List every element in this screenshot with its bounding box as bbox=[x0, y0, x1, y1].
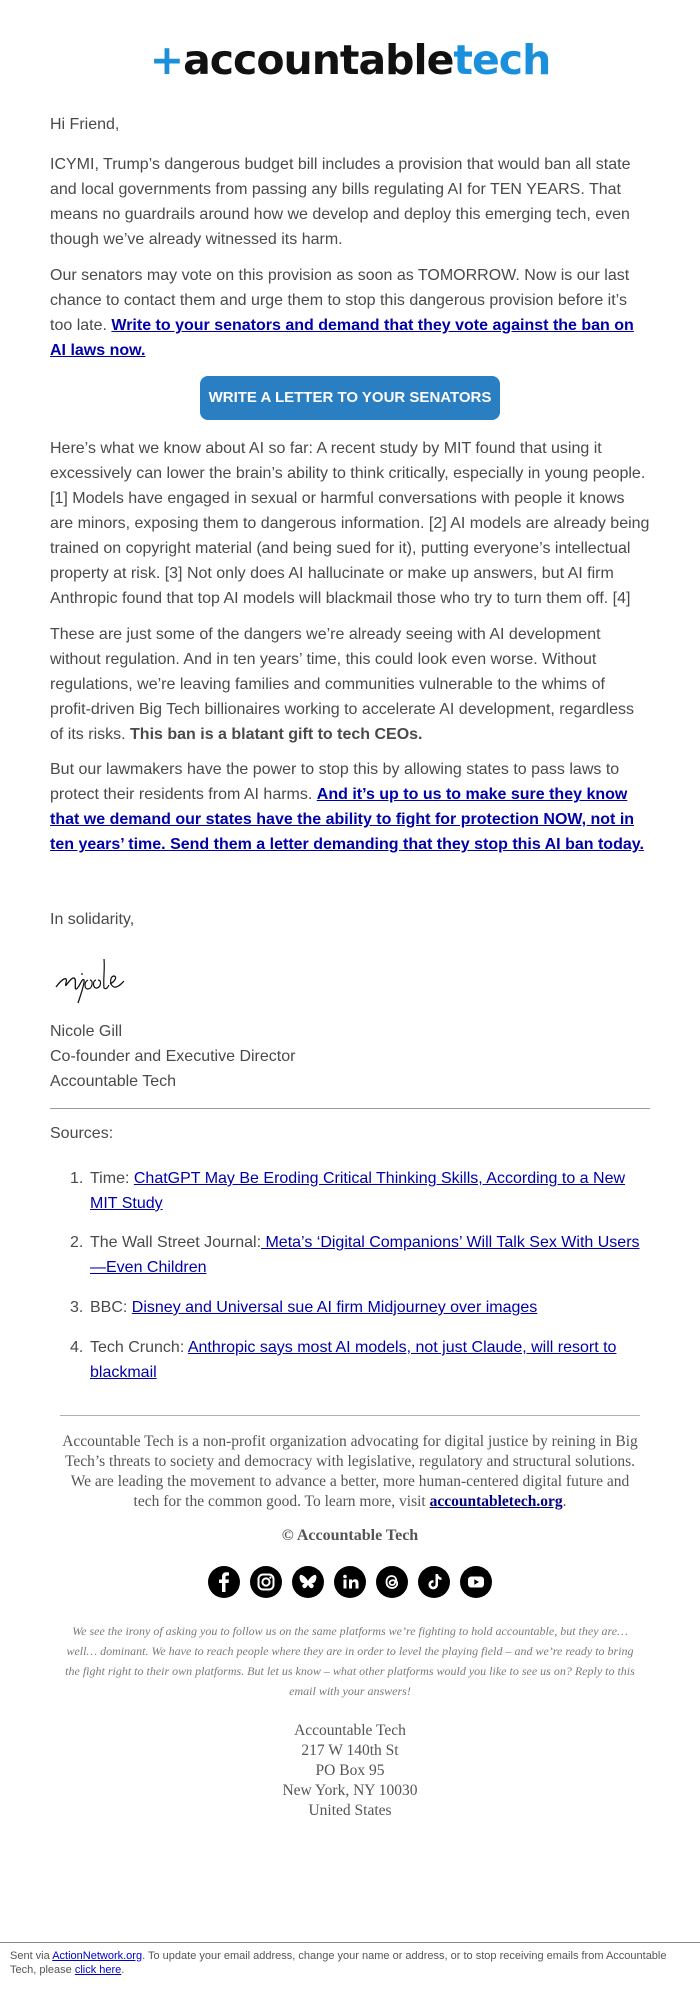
source-item: 4. Tech Crunch: Anthropic says most AI models, not just Claude, will resort to blackmail bbox=[70, 1339, 617, 1381]
signature-image bbox=[52, 947, 152, 1007]
sender-name: Nicole Gill bbox=[50, 1023, 123, 1040]
greeting: Hi Friend, bbox=[50, 116, 120, 133]
paragraph-3: Here’s what we know about AI so far: A recent study by MIT found that using it excessively can lower the brain’s ability to think critically, especially in young people. [1] Models have engaged in sexual or harmful conversations with people it knows are minors, exposing them to dangerous information. [2] AI models are already being trained on copyright material (and being sued for it), putting everyone’s intellectual property at risk. [3] Not only does AI hallucinate or make up answers, but AI firm Anthropic found that top AI models will blackmail those who try to turn them off. [4] bbox=[50, 440, 650, 607]
send-letter-link[interactable]: And it’s up to us to make sure they know that we demand our states have the ability to fight for protection NOW, not in ten years’ time. Send them a letter demanding that they stop this AI ban today. bbox=[50, 786, 644, 853]
linkedin-icon[interactable] bbox=[334, 1566, 366, 1598]
address-line: PO Box 95 bbox=[315, 1762, 385, 1779]
youtube-icon[interactable] bbox=[460, 1566, 492, 1598]
address-line: New York, NY 10030 bbox=[282, 1782, 418, 1799]
paragraph-4: These are just some of the dangers we’re already seeing with AI development without regulation. And in ten years’ time, this could look even worse. Without regulations, we’re leaving families and communities vulnerable to the whims of profit-driven Big Tech billionaires working to accelerate AI development, regardless of its risks. This ban is a blatant gift to tech CEOs. bbox=[50, 626, 635, 743]
copyright: © Accountable Tech bbox=[281, 1527, 419, 1544]
address-line: 217 W 140th St bbox=[301, 1742, 399, 1759]
paragraph-1: ICYMI, Trump’s dangerous budget bill includes a provision that would ban all state and local governments from passing any bills regulating AI for TEN YEARS. That means no guardrails around how we develop and deploy this emerging tech, even though we’ve already witnessed its harm. bbox=[50, 156, 631, 248]
source-link-4[interactable]: Anthropic says most AI models, not just Claude, will resort to blackmail bbox=[90, 1339, 617, 1381]
logo-word-accountable: accountable bbox=[183, 36, 454, 84]
source-link-2[interactable]: Meta’s ‘Digital Companions’ Will Talk Sex With Users—Even Children bbox=[90, 1234, 640, 1276]
source-item: 1. Time: ChatGPT May Be Eroding Critical Thinking Skills, According to a New MIT Study bbox=[70, 1170, 626, 1212]
logo-plus: + bbox=[149, 36, 184, 84]
actionnetwork-link[interactable]: ActionNetwork.org bbox=[52, 1950, 143, 1962]
about-paragraph: Accountable Tech is a non-profit organization advocating for digital justice by reining in Big Tech’s threats to society and democracy with legislative, regulatory and structural solutions. We are leading the movement to advance a better, more human-centered digital future and tech for the common good. To learn more, visit accountabletech.org. bbox=[62, 1433, 638, 1510]
bottom-divider bbox=[0, 1942, 700, 1943]
sender-org: Accountable Tech bbox=[50, 1073, 177, 1090]
sender-title: Co-founder and Executive Director bbox=[50, 1048, 296, 1065]
address-line: United States bbox=[308, 1802, 392, 1819]
unsubscribe-notice: Sent via ActionNetwork.org. To update your email address, change your name or address, or to stop receiving emails from Accountable Tech, please click here. bbox=[10, 1950, 667, 1976]
instagram-icon[interactable] bbox=[250, 1566, 282, 1598]
click-here-link[interactable]: click here bbox=[74, 1964, 122, 1976]
bluesky-icon[interactable] bbox=[292, 1566, 324, 1598]
source-item: 3. BBC: Disney and Universal sue AI firm Midjourney over images bbox=[70, 1299, 538, 1316]
logo-word-tech: tech bbox=[453, 36, 551, 84]
source-item: 2. The Wall Street Journal: Meta’s ‘Digital Companions’ Will Talk Sex With Users—Even Children bbox=[70, 1234, 640, 1276]
threads-icon[interactable] bbox=[376, 1566, 408, 1598]
paragraph-2: Our senators may vote on this provision as soon as TOMORROW. Now is our last chance to contact them and urge them to stop this dangerous provision before it’s too late. Write to your senators and demand that they vote against the ban on AI laws now. bbox=[50, 267, 634, 359]
write-senators-link[interactable]: Write to your senators and demand that they vote against the ban on AI laws now. bbox=[50, 317, 634, 359]
source-link-1[interactable]: ChatGPT May Be Eroding Critical Thinking Skills, According to a New MIT Study bbox=[90, 1170, 626, 1212]
signature-text: Nicole bbox=[52, 947, 55, 948]
accountabletech-link[interactable]: accountabletech.org bbox=[429, 1493, 563, 1510]
facebook-icon[interactable] bbox=[208, 1566, 240, 1598]
address-line: Accountable Tech bbox=[294, 1722, 406, 1739]
source-link-3[interactable]: Disney and Universal sue AI firm Midjourney over images bbox=[131, 1299, 538, 1316]
paragraph-5: But our lawmakers have the power to stop this by allowing states to pass laws to protect their residents from AI harms. And it’s up to us to make sure they know that we demand our states have the ability to fight for protection NOW, not in ten years’ time. Send them a letter demanding that they stop this AI ban today. bbox=[50, 761, 644, 853]
bold-statement: This ban is a blatant gift to tech CEOs. bbox=[130, 726, 423, 743]
sender-block bbox=[50, 1019, 650, 1094]
closing: In solidarity, bbox=[50, 911, 135, 928]
accountable-tech-logo[interactable] bbox=[0, 34, 700, 86]
footer-divider bbox=[60, 1415, 640, 1416]
platforms-note: We see the irony of asking you to follow us on the same platforms we’re fighting to hold accountable, but they are… well… dominant. We have to reach people where they are in order to level the playing field – and we’re ready to bring the fight right to their own platforms. But let us know – what other platforms would you like to see us on? Reply to this email with your answers! bbox=[65, 1624, 635, 1698]
divider bbox=[50, 1108, 650, 1109]
tiktok-icon[interactable] bbox=[418, 1566, 450, 1598]
write-letter-button[interactable]: WRITE A LETTER TO YOUR SENATORS bbox=[200, 376, 500, 420]
sources-title: Sources: bbox=[50, 1125, 114, 1142]
